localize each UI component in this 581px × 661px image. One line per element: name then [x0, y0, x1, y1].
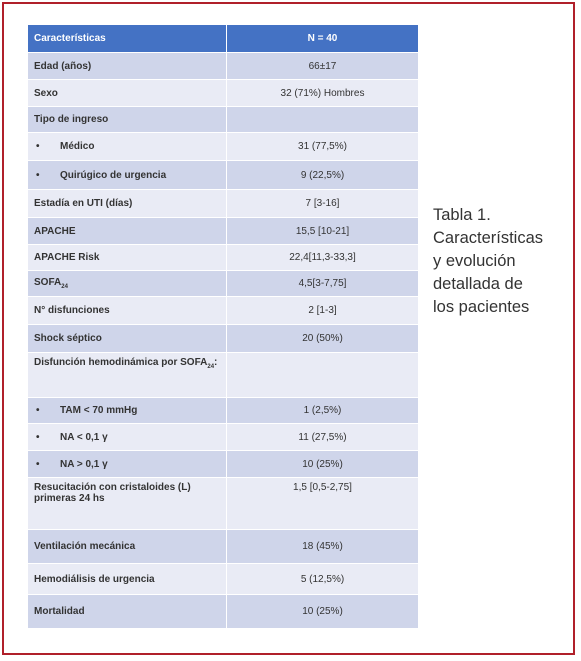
caption-line: Características [433, 229, 544, 247]
row-label [28, 133, 227, 161]
row-label [28, 161, 227, 190]
table-row [28, 424, 419, 451]
table-row [28, 107, 419, 133]
row-label: Resucitación con cristaloides (L) primeras 24 hs [28, 478, 227, 530]
row-label [28, 271, 227, 297]
row-value: 15,5 [10-21] [227, 218, 419, 245]
row-value: 2 [1-3] [227, 297, 419, 325]
row-label-text: TAM < 70 mmHg [60, 405, 138, 416]
caption-line: y evolución [433, 252, 516, 270]
row-label-subscript: 24 [207, 364, 215, 370]
row-label-suffix: : [214, 357, 218, 368]
row-label: Ventilación mecánica [28, 530, 227, 564]
characteristics-table [27, 24, 419, 629]
caption-line: detallada de [433, 275, 523, 293]
row-value: 7 [3-16] [227, 190, 419, 218]
header-n: N = 40 [227, 25, 419, 53]
row-label [28, 424, 227, 451]
caption-line: Tabla 1. [433, 206, 491, 224]
table-row [28, 161, 419, 190]
bullet-marker: • [36, 458, 40, 470]
row-label [28, 353, 227, 398]
table-row [28, 595, 419, 629]
row-label: Tipo de ingreso [28, 107, 227, 133]
table-row [28, 80, 419, 107]
bullet-marker: • [36, 141, 40, 152]
row-value [227, 353, 419, 398]
row-label: APACHE Risk [28, 245, 227, 271]
row-label-subscript: 24 [61, 284, 68, 290]
caption-line: los pacientes [433, 298, 530, 316]
table-row [28, 53, 419, 80]
row-value [227, 107, 419, 133]
bullet-marker: • [36, 431, 40, 443]
row-value: 9 (22,5%) [227, 161, 419, 190]
table-row [28, 530, 419, 564]
row-value: 4,5[3-7,75] [227, 271, 419, 297]
row-label-text: Quirúgico de urgencia [60, 169, 167, 181]
row-value: 20 (50%) [227, 325, 419, 353]
table-row [28, 478, 419, 530]
row-value: 1,5 [0,5-2,75] [227, 478, 419, 530]
row-label-text: NA > 0,1 γ [60, 458, 108, 470]
row-label [28, 451, 227, 478]
table-header-row [28, 25, 419, 53]
table-row [28, 325, 419, 353]
row-label: Edad (años) [28, 53, 227, 80]
table-row [28, 353, 419, 398]
row-label-text: Disfunción hemodinámica por SOFA [34, 357, 208, 368]
row-label: N° disfunciones [28, 297, 227, 325]
row-value: 10 (25%) [227, 451, 419, 478]
table-row [28, 271, 419, 297]
row-label: Shock séptico [28, 325, 227, 353]
row-label: APACHE [28, 218, 227, 245]
row-label: Hemodiálisis de urgencia [28, 564, 227, 595]
table-row [28, 398, 419, 424]
table-row [28, 451, 419, 478]
row-label [28, 398, 227, 424]
row-value: 32 (71%) Hombres [227, 80, 419, 107]
row-value: 1 (2,5%) [227, 398, 419, 424]
table-row [28, 245, 419, 271]
table-row [28, 564, 419, 595]
row-label-text: NA < 0,1 γ [60, 431, 108, 443]
row-label: Sexo [28, 80, 227, 107]
row-value: 5 (12,5%) [227, 564, 419, 595]
table-row [28, 133, 419, 161]
table-row [28, 218, 419, 245]
header-characteristics: Características [28, 25, 227, 53]
row-label-text: SOFA [34, 277, 62, 288]
row-value: 18 (45%) [227, 530, 419, 564]
row-label-text: Médico [60, 141, 95, 152]
row-value: 11 (27,5%) [227, 424, 419, 451]
bullet-marker: • [36, 405, 40, 416]
row-value: 66±17 [227, 53, 419, 80]
row-value: 10 (25%) [227, 595, 419, 629]
bullet-marker: • [36, 169, 40, 181]
row-value: 31 (77,5%) [227, 133, 419, 161]
table-row [28, 190, 419, 218]
row-label: Mortalidad [28, 595, 227, 629]
table-caption [433, 204, 573, 319]
row-value: 22,4[11,3-33,3] [227, 245, 419, 271]
row-label: Estadía en UTI (días) [28, 190, 227, 218]
table-row [28, 297, 419, 325]
